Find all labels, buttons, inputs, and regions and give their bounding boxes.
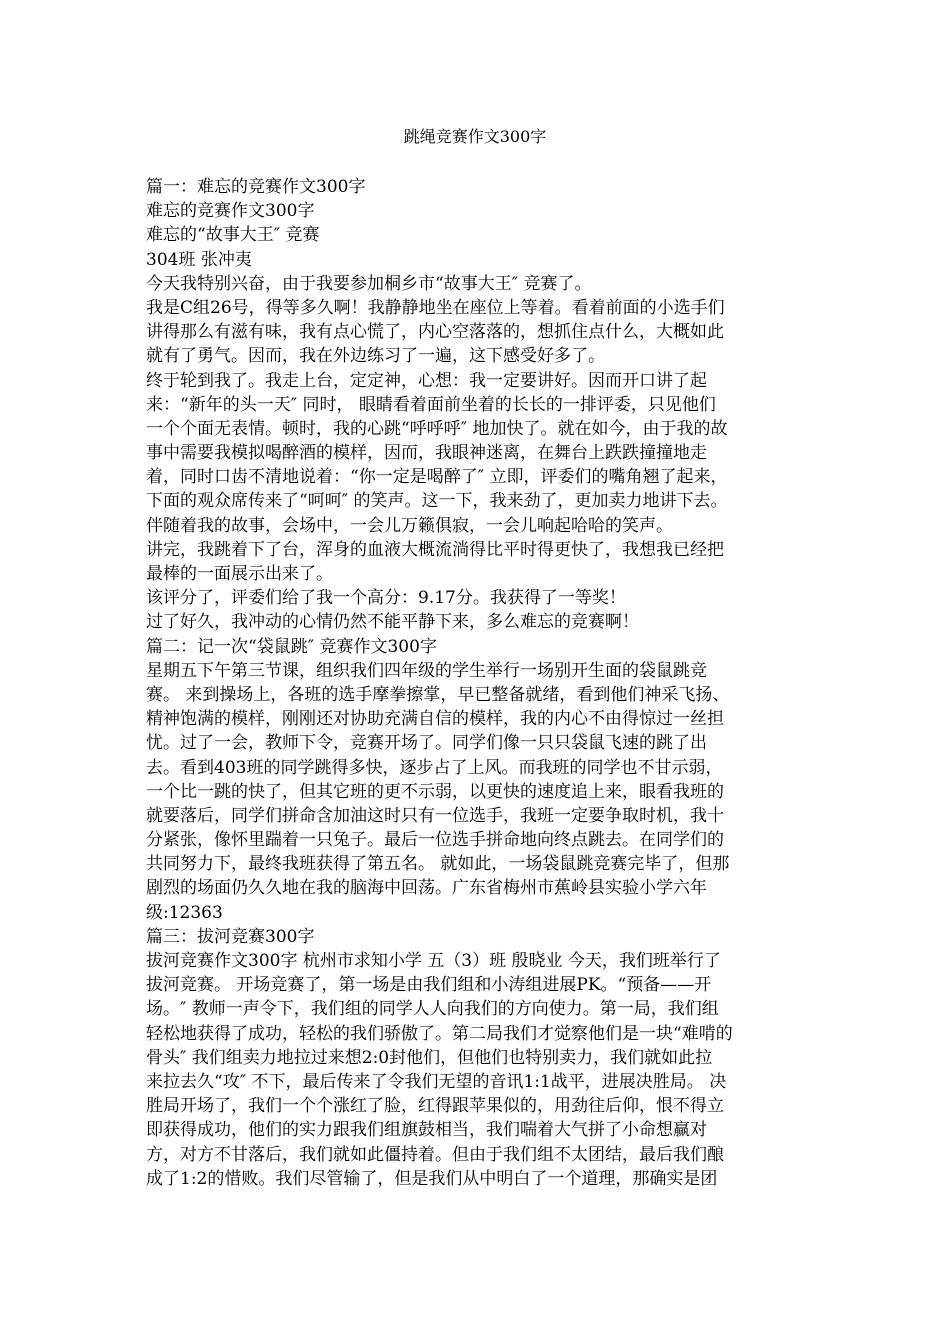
text-line: 成了1:2的惜败。我们尽管输了，但是我们从中明白了一个道理，那确实是团 — [146, 1168, 718, 1189]
text-line: 篇二：记一次“袋鼠跳″ 竞赛作文300字 — [146, 636, 437, 657]
text-line: 伴随着我的故事，会场中，一会儿万籁俱寂，一会儿响起哈哈的笑声。 — [146, 515, 673, 536]
text-line: 级:12363 — [146, 902, 223, 923]
text-line: 胜局开场了，我们一个个涨红了脸，红得跟苹果似的，用劲往后仰，恨不得立 — [146, 1096, 724, 1117]
text-line: 精神饱满的模样，刚刚还对协助充满自信的模样，我的内心不由得惊过一丝担 — [146, 709, 724, 730]
text-line: 就要落后，同学们拼命含加油这时只有一位选手，我班一定要争取时机，我十 — [146, 805, 724, 826]
text-line: 来：“新年的头一天″ 同时， 眼睛看着面前坐着的长长的一排评委，只见他们 — [146, 394, 716, 415]
text-line: 即获得成功，他们的实力跟我们组旗鼓相当，我们喘着大气拼了小命想赢对 — [146, 1120, 707, 1141]
text-line: 剧烈的场面仍久久地在我的脑海中回荡。广东省梅州市蕉岭县实验小学六年 — [146, 878, 707, 899]
text-line: 我是C组26号，得等多久啊！我静静地坐在座位上等着。看着前面的小选手们 — [146, 297, 725, 318]
text-line: 304班 张冲夷 — [146, 249, 252, 270]
text-line: 一个比一跳的快了，但其它班的更不示弱，以更快的速度追上来，眼看我班的 — [146, 781, 724, 802]
document-title: 跳绳竞赛作文300字 — [403, 127, 547, 146]
text-line: 轻松地获得了成功，轻松的我们骄傲了。第二局我们才觉察他们是一块“难啃的 — [146, 1023, 733, 1044]
text-line: 赛。 来到操场上，各班的选手摩拳擦掌，早已整备就绪，看到他们神采飞扬、 — [146, 684, 730, 705]
text-line: 讲完，我跳着下了台，浑身的血液大概流淌得比平时得更快了，我想我已经把 — [146, 539, 724, 560]
text-line: 篇三：拔河竞赛300字 — [146, 926, 315, 947]
text-line: 最棒的一面展示出来了。 — [146, 564, 333, 584]
text-line: 难忘的竞赛作文300字 — [146, 201, 315, 222]
text-line: 该评分了，评委们给了我一个高分：9.17分。我获得了一等奖！ — [146, 588, 626, 609]
text-line: 共同努力下，最终我班获得了第五名。 就如此，一场袋鼠跳竞赛完毕了，但那 — [146, 854, 730, 875]
text-line: 难忘的“故事大王″ 竞赛 — [146, 225, 320, 246]
text-line: 篇一：难忘的竞赛作文300字 — [146, 177, 366, 197]
text-line: 拔河竞赛作文300字 杭州市求知小学 五（3）班 殷晓业 今天，我们班举行了 — [146, 951, 721, 971]
text-line: 拔河竞赛。 开场竞赛了，第一场是由我们组和小涛组进展PK。“预备——开 — [146, 975, 712, 996]
document-body — [146, 175, 810, 1191]
text-line: 着，同时口齿不清地说着：“你一定是喝醉了″ 立即，评委们的嘴角翘了起来， — [146, 467, 728, 488]
text-line: 分紧张，像怀里踹着一只兔子。最后一位选手拼命地向终点跳去。在同学们的 — [146, 830, 724, 851]
text-line: 星期五下午第三节课，组织我们四年级的学生举行一场别开生面的袋鼠跳竞 — [146, 660, 707, 681]
text-line: 就有了勇气。因而，我在外边练习了一遍，这下感受好多了。 — [146, 346, 605, 367]
text-line: 来拉去久“攻″ 不下，最后传来了令我们无望的音讯1:1战平，进展决胜局。 决 — [146, 1071, 727, 1092]
text-line: 去。看到403班的同学跳得多快，逐步占了上风。而我班的同学也不甘示弱， — [146, 757, 723, 778]
text-line: 过了好久，我冲动的心情仍然不能平静下来，多么难忘的竞赛啊！ — [146, 612, 639, 633]
text-line: 骨头″ 我们组卖力地拉过来想2:0封他们，但他们也特别卖力，我们就如此拉 — [146, 1047, 713, 1068]
text-line: 一个个面无表情。顿时，我的心跳“呼呼呼″ 地加快了。就在如今，由于我的故 — [146, 418, 728, 439]
text-line: 今天我特别兴奋，由于我要参加桐乡市“故事大王″ 竞赛了。 — [146, 273, 592, 294]
text-line: 方，对方不甘落后，我们就如此僵持着。但由于我们组不太团结，最后我们酿 — [146, 1144, 724, 1165]
text-line: 场。″ 教师一声令下，我们组的同学人人向我们的方向使力。第一局，我们组 — [146, 999, 719, 1020]
text-line: 终于轮到我了。我走上台，定定神，心想：我一定要讲好。因而开口讲了起 — [146, 370, 707, 391]
text-line: 讲得那么有滋有味，我有点心慌了，内心空落落的，想抓住点什么，大概如此 — [146, 322, 724, 343]
text-line: 事中需要我模拟喝醉酒的模样，因而，我眼神迷离，在舞台上跌跌撞撞地走 — [146, 443, 707, 464]
text-line: 忧。过了一会，教师下令，竞赛开场了。同学们像一只只袋鼠飞速的跳了出 — [146, 733, 707, 754]
text-line: 下面的观众席传来了“呵呵″ 的笑声。这一下，我来劲了，更加卖力地讲下去。 — [146, 491, 728, 512]
